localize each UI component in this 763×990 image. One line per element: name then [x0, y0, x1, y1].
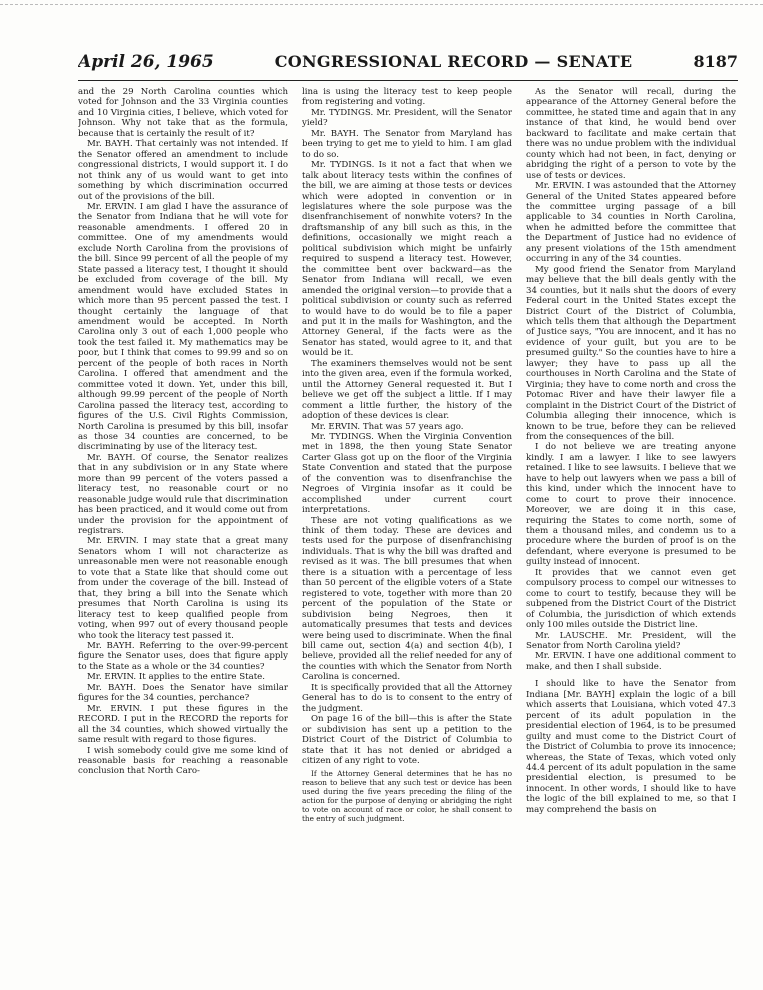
- column-1: [78, 87, 288, 982]
- paragraph: It provides that we cannot even get compulsory process to compel our witnesses to come to court to testify, because they will be subpened from the District Court of the District of Columbia, the jurisdiction of which extends only 100 miles outside the District line.: [526, 567, 736, 631]
- paragraph: On page 16 of the bill—this is after the State or subdivision has sent up a petition to the District Court of the District of Columbia to state that it has not denied or abridged a citizen of any right to vote.: [302, 714, 512, 766]
- paragraph: Mr. BAYH. That certainly was not intended. If the Senator offered an amendment to include congressional districts, I would support it. I do not think any of us would want to get into something by which discrimination occurred out of the provisions of the bill.: [78, 139, 288, 202]
- paragraph: Mr. ERVIN. I have one additional comment to make, and then I shall subside.: [526, 651, 736, 672]
- column-2: [302, 87, 512, 982]
- paragraph: Mr. BAYH. Of course, the Senator realizes that in any subdivision or in any State where more than 99 percent of the voters passed a literacy test, no reasonable court or no reasonable judge would rule that discrimination has been practiced, and it would come out from under the provision for the appointment of registrars.: [78, 452, 288, 537]
- paragraph: Mr. ERVIN. I put these figures in the RECORD. I put in the RECORD the reports for all the 34 counties, which showed virtually the same result with regard to those figures.: [78, 703, 288, 746]
- paragraph: Mr. TYDINGS. Is it not a fact that when we talk about literacy tests within the confines of the bill, we are aiming at those tests or devices which were adopted in convention or in legislatures where the sole purpose was the disenfranchisement of nonwhite voters? In the draftsmanship of any bill such as this, in the definitions, occasionally we might reach a political subdivision which might be unfairly required to suspend a literacy test. However, the committee bent over backward—as the Senator from Indiana will recall, we even amended the original version—to provide that a political subdivision or county such as referred to would have to do would be to file a paper and put it in the mails for Washington, and the Attorney General, if the facts were as the Senator has stated, would agree to it, and that would be it.: [302, 160, 512, 359]
- paragraph: I wish somebody could give me some kind of reasonable basis for reaching a reasonable conclusion that North Caro-: [78, 745, 288, 777]
- paragraph: Mr. ERVIN. I am glad I have the assurance of the Senator from Indiana that he will vote for reasonable amendments. I offered 20 in committee. One of my amendments would exclude North Carolina from the provisions of the bill. Since 99 percent of all the people of my State passed a literacy test, I thought it should be excluded from coverage of the bill. My amendment would have excluded States in which more than 95 percent passed the test. I thought certainly the language of that amendment would be accepted. In North Carolina only 3 out of each 1,000 people who took the test failed it. My mathematics may be poor, but I think that comes to 99.99 and so on percent of the people of both races in North Carolina. I offered that amendment and the committee voted it down. Yet, under this bill, although 99.99 percent of the people of North Carolina passed the literacy test, according to figures of the U.S. Civil Rights Commission, North Carolina is presumed by this bill, insofar as those 34 counties are concerned, to be discriminating by use of the literacy test.: [78, 201, 288, 453]
- paragraph: Mr. TYDINGS. Mr. President, will the Senator yield?: [302, 107, 512, 129]
- paragraph: I do not believe we are treating anyone kindly. I am a lawyer. I like to see lawyers retained. I like to see lawsuits. I believe that we have to help out lawyers when we pass a bill of this kind, under which the innocent have to come to court to prove their innocence. Moreover, we are doing it in this case, requiring the States to come north, some of them a thousand miles, and condemn us to a procedure where the burden of proof is on the defendant, where everyone is presumed to be guilty instead of innocent.: [526, 442, 736, 568]
- paragraph: Mr. TYDINGS. When the Virginia Convention met in 1898, the then young State Senator Carter Glass got up on the floor of the Virginia State Convention and stated that the purpose of the convention was to disenfranchise the Negroes of Virginia insofar as it could be accomplished under current court interpretations.: [302, 431, 512, 516]
- paragraph: Mr. ERVIN. It applies to the entire State.: [87, 672, 265, 683]
- paragraph: As the Senator will recall, during the appearance of the Attorney General before the committee, he stated time and again that in any instance of that kind, he would bend over backward to facilitate and make certain that there was no undue problem with the individual county which had not been, in fact, denying or abridging the right of a person to vote by the use of tests or devices.: [526, 87, 736, 181]
- paragraph: It is specifically provided that all the Attorney General has to do is to consent to the entry of the judgment.: [302, 682, 512, 714]
- header-title: CONGRESSIONAL RECORD — SENATE: [274, 52, 633, 71]
- paragraph: Mr. BAYH. Does the Senator have similar figures for the 34 counties, perchance?: [78, 682, 288, 704]
- paragraph: My good friend the Senator from Maryland may believe that the bill deals gently with the 34 counties, but it nails shut the doors of every Federal court in the United States except the District Court of the District of Columbia, which tells them that although the Department of Justice says, "You are innocent, and it has no evidence of your guilt, but you are to be presumed guilty." So the counties have to hire a lawyer; they have to pass up all the courthouses in North Carolina and the State of Virginia; they have to come north and cross the Potomac River and have their lawyer file a complaint in the District Court of the District of Columbia alleging their innocence, which is known to be true, before they can be relieved from the consequences of the bill.: [526, 264, 736, 442]
- paragraph: Mr. ERVIN. That was 57 years ago.: [311, 421, 464, 432]
- paragraph: Mr. BAYH. Referring to the over-99-percent figure the Senator uses, does that figure apply to the State as a whole or the 34 counties?: [78, 641, 288, 672]
- paragraph: The examiners themselves would not be sent into the given area, even if the formula worked, until the Attorney General requested it. But I believe we get off the subject a little. If I may comment a little further, the history of the adoption of these devices is clear.: [302, 358, 512, 422]
- paragraph: Mr. BAYH. The Senator from Maryland has been trying to get me to yield to him. I am glad to do so.: [302, 128, 512, 160]
- paragraph: If the Attorney General determines that he has no reason to believe that any such test or device has been used during the five years preceding the filing of the action for the purpose of denying or abridging the right to vote on account of race or color, he shall consent to the entry of such judgment.: [302, 769, 512, 823]
- header-page-number: 8187: [693, 52, 738, 71]
- column-3: [526, 87, 736, 982]
- paragraph: Mr. ERVIN. I may state that a great many Senators whom I will not characterize as unreasonable men were not reasonable enough to vote that a State like that should come out from under the coverage of the bill. Instead of that, they bring a bill into the Senate which presumes that North Carolina is using its literacy test to keep qualified people from voting, when 997 out of every thousand people who took the literacy test passed it.: [78, 536, 288, 641]
- page-header: [78, 52, 738, 81]
- text-columns: [78, 87, 738, 982]
- paragraph: Mr. LAUSCHE. Mr. President, will the Senator from North Carolina yield?: [526, 630, 736, 652]
- paragraph: I should like to have the Senator from Indiana [Mr. BAYH] explain the logic of a bill which asserts that Louisiana, which voted 47.3 percent of its adult population in the presidential election of 1964, is to be presumed guilty and must come to the District Court of the District of Columbia to prove its innocence; whereas, the State of Texas, which voted only 44.4 percent of its adult population in the same presidential election, is presumed to be innocent. In other words, I should like to have the logic of the bill explained to me, so that I may comprehend the basis on: [526, 679, 736, 815]
- document-page: [78, 52, 738, 982]
- paragraph: and the 29 North Carolina counties which voted for Johnson and the 33 Virginia counties and 10 Virginia cities, I believe, which voted for Johnson. Why not take that as the formula, because that is certainly the result of it?: [78, 87, 288, 139]
- paragraph: lina is using the literacy test to keep people from registering and voting.: [302, 87, 512, 108]
- header-date: April 26, 1965: [78, 52, 214, 72]
- page-fold-line: [0, 0, 763, 5]
- paragraph: These are not voting qualifications as we think of them today. These are devices and tests used for the purpose of disenfranchising individuals. That is why the bill was drafted and revised as it was. The bill presumes that when there is a situation with a percentage of less than 50 percent of the eligible voters of a State registered to vote, together with more than 20 percent of the population of the State or subdivision being Negroes, then it automatically presumes that tests and devices were being used to discriminate. When the final bill came out, section 4(a) and section 4(b), I believe, provided all the relief needed for any of the counties with which the Senator from North Carolina is concerned.: [302, 515, 512, 683]
- paragraph: Mr. ERVIN. I was astounded that the Attorney General of the United States appeared before the committee urging passage of a bill applicable to 34 counties in North Carolina, when he admitted before the committee that the Department of Justice had no evidence of any present violations of the 15th amendment occurring in any of the 34 counties.: [526, 181, 736, 265]
